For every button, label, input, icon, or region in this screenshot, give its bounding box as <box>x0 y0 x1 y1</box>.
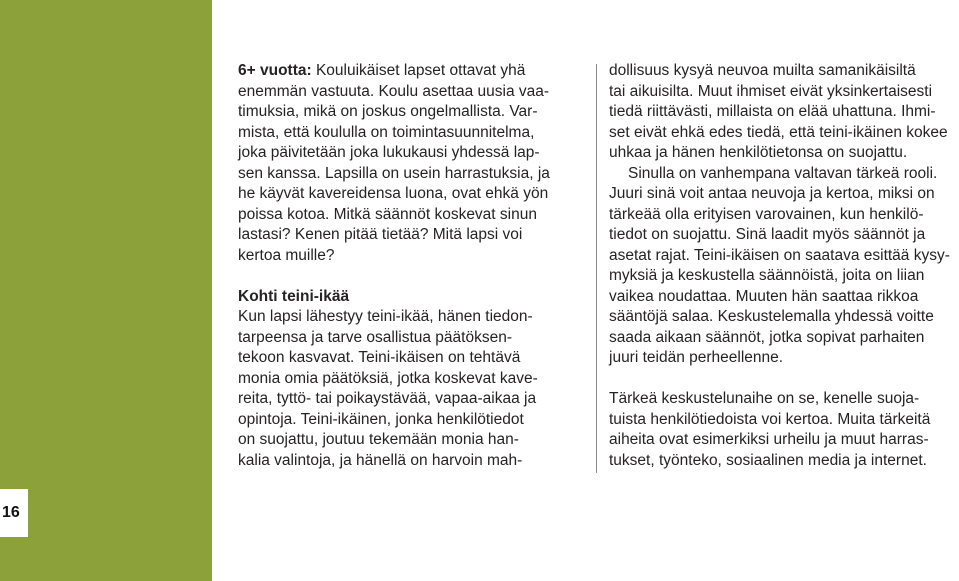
right-paragraph-2: Sinulla on vanhempana valtavan tärkeä rooli. Juuri sinä voit antaa neuvoja ja kertoa, miksi on tärkeää olla erityisen varovainen, kun henkilö- tiedot on suojattu. Sinä laadit myös säännöt ja asetat rajat. Teini-ikäisen on saatava esittää kysy- myksiä ja keskustella säännöistä, joita on liian vaikea noudattaa. Muuten hän saattaa rikkoa sääntöjä salaa. Keskustelemalla yhdessä voitte saada aikaan säännöt, jotka sopivat parhaiten juuri teidän perheellenne. <box>609 164 950 366</box>
intro-lead: 6+ vuotta: <box>238 62 312 79</box>
left-column <box>238 61 578 471</box>
right-paragraph-3: Tärkeä keskustelunaihe on se, kenelle suoja- tuista henkilötiedoista voi kertoa. Muita tärkeitä aiheita ovat esimerkiksi urheilu ja muut harras- tukset, työnteko, sosiaalinen media ja internet. <box>609 390 931 469</box>
page-number: 16 <box>2 504 20 521</box>
right-column <box>609 61 955 471</box>
intro-text: Kouluikäiset lapset ottavat yhä enemmän vastuuta. Koulu asettaa uusia vaa- timuksia, mikä on joskus ongelmallista. Var- mista, että koululla on toimintasuunnitelma, joka päivitetään joka lukukausi yhdessä lap- sen kanssa. Lapsilla on usein harrastuksia, ja he käyvät kavereidensa luona, ovat ehkä yön poissa kotoa. Mitkä säännöt koskevat sinun lastasi? Kenen pitää tietää? Mitä lapsi voi kertoa muille? <box>238 62 550 264</box>
section-text: Kun lapsi lähestyy teini-ikää, hänen tiedon- tarpeensa ja tarve osallistua päätöksen- tekoon kasvavat. Teini-ikäisen on tehtävä monia omia päätöksiä, jotka koskevat kave- reita, tyttö- tai poikaystävää, vapaa-aikaa ja opintoja. Teini-ikäinen, jonka henkilötiedot on suojattu, joutuu tekemään monia han- kalia valintoja, ja hänellä on harvoin mah- <box>238 308 538 469</box>
page-number-tab <box>0 489 28 537</box>
right-paragraph-1: dollisuus kysyä neuvoa muilta samanikäisiltä tai aikuisilta. Muut ihmiset eivät yksinkertaisesti tiedä riittävästi, millaista on elää uhattuna. Ihmi- set eivät ehkä edes tiedä, että teini-ikäinen kokee uhkaa ja hänen henkilötietonsa on suojattu. <box>609 62 948 161</box>
column-divider <box>596 64 597 473</box>
intro-paragraph <box>238 61 578 266</box>
sidebar-band <box>0 0 212 581</box>
section-heading: Kohti teini-ikää <box>238 287 350 305</box>
